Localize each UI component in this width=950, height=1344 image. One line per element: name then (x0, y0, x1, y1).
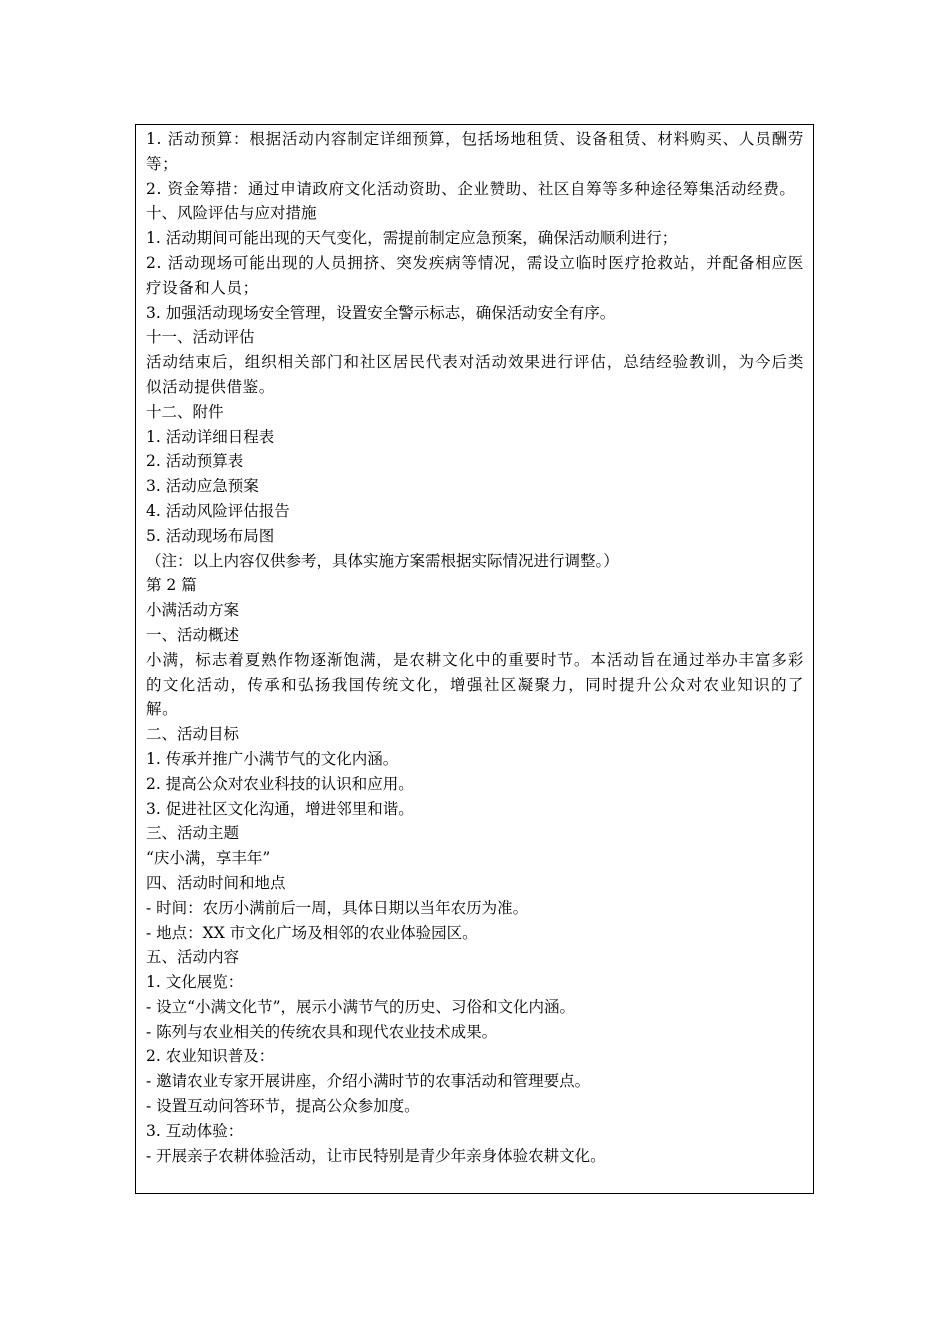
text-paragraph: 十二、附件 (146, 402, 224, 421)
text-paragraph: - 地点：XX 市文化广场及相邻的农业体验园区。 (146, 923, 478, 942)
text-paragraph: 2. 农业知识普及： (146, 1047, 275, 1066)
text-paragraph: 五、活动内容 (146, 948, 240, 967)
text-paragraph: 活动结束后，组织相关部门和社区居民代表对活动效果进行评估，总结经验教训，为今后类似活动提供借鉴。 (146, 353, 804, 396)
text-paragraph: - 设立“小满文化节”，展示小满节气的历史、习俗和文化内涵。 (146, 997, 576, 1016)
text-paragraph: - 时间：农历小满前后一周，具体日期以当年农历为准。 (146, 898, 529, 917)
text-paragraph: 四、活动时间和地点 (146, 873, 286, 892)
text-paragraph: 2. 资金筹措：通过申请政府文化活动资助、企业赞助、社区自筹等多种途径筹集活动经费。 (146, 179, 796, 198)
text-paragraph: 三、活动主题 (146, 824, 240, 843)
text-paragraph: “庆小满，享丰年” (146, 849, 271, 868)
text-paragraph: - 开展亲子农耕体验活动，让市民特别是青少年亲身体验农耕文化。 (146, 1146, 606, 1165)
text-paragraph: 2. 提高公众对农业科技的认识和应用。 (146, 774, 414, 793)
text-paragraph: （注：以上内容仅供参考，具体实施方案需根据实际情况进行调整。） (146, 551, 619, 570)
text-paragraph: 1. 活动详细日程表 (146, 427, 275, 446)
text-paragraph: 十、风险评估与应对措施 (146, 204, 317, 223)
text-paragraph: 小满活动方案 (146, 601, 240, 620)
text-paragraph: 一、活动概述 (146, 625, 240, 644)
document-text-frame (135, 124, 814, 1194)
text-paragraph: 1. 活动期间可能出现的天气变化，需提前制定应急预案，确保活动顺利进行； (146, 229, 678, 248)
text-paragraph: 2. 活动预算表 (146, 452, 244, 471)
text-paragraph: 小满，标志着夏熟作物逐渐饱满，是农耕文化中的重要时节。本活动旨在通过举办丰富多彩的文化活动，传承和弘扬我国传统文化，增强社区凝聚力，同时提升公众对农业知识的了解。 (146, 650, 804, 719)
text-paragraph: - 陈列与农业相关的传统农具和现代农业技术成果。 (146, 1022, 498, 1041)
text-paragraph: 1. 传承并推广小满节气的文化内涵。 (146, 749, 399, 768)
text-paragraph: 3. 促进社区文化沟通，增进邻里和谐。 (146, 799, 414, 818)
text-paragraph: 1. 文化展览： (146, 973, 244, 992)
text-paragraph: 1. 活动预算：根据活动内容制定详细预算，包括场地租赁、设备租赁、材料购买、人员酬劳等； (146, 130, 804, 173)
text-paragraph: 4. 活动风险评估报告 (146, 501, 290, 520)
text-paragraph: - 设置互动问答环节，提高公众参加度。 (146, 1097, 420, 1116)
text-paragraph: 二、活动目标 (146, 725, 240, 744)
text-paragraph: 2. 活动现场可能出现的人员拥挤、突发疾病等情况，需设立临时医疗抢救站，并配备相应医疗设备和人员； (146, 253, 804, 297)
text-paragraph: 第 2 篇 (146, 576, 197, 595)
text-paragraph: - 邀请农业专家开展讲座，介绍小满时节的农事活动和管理要点。 (146, 1072, 591, 1091)
text-paragraph: 3. 加强活动现场安全管理，设置安全警示标志，确保活动安全有序。 (146, 303, 616, 322)
text-paragraph: 3. 互动体验： (146, 1121, 244, 1140)
text-paragraph: 5. 活动现场布局图 (146, 526, 275, 545)
text-paragraph: 十一、活动评估 (146, 328, 255, 347)
text-paragraph: 3. 活动应急预案 (146, 477, 259, 496)
